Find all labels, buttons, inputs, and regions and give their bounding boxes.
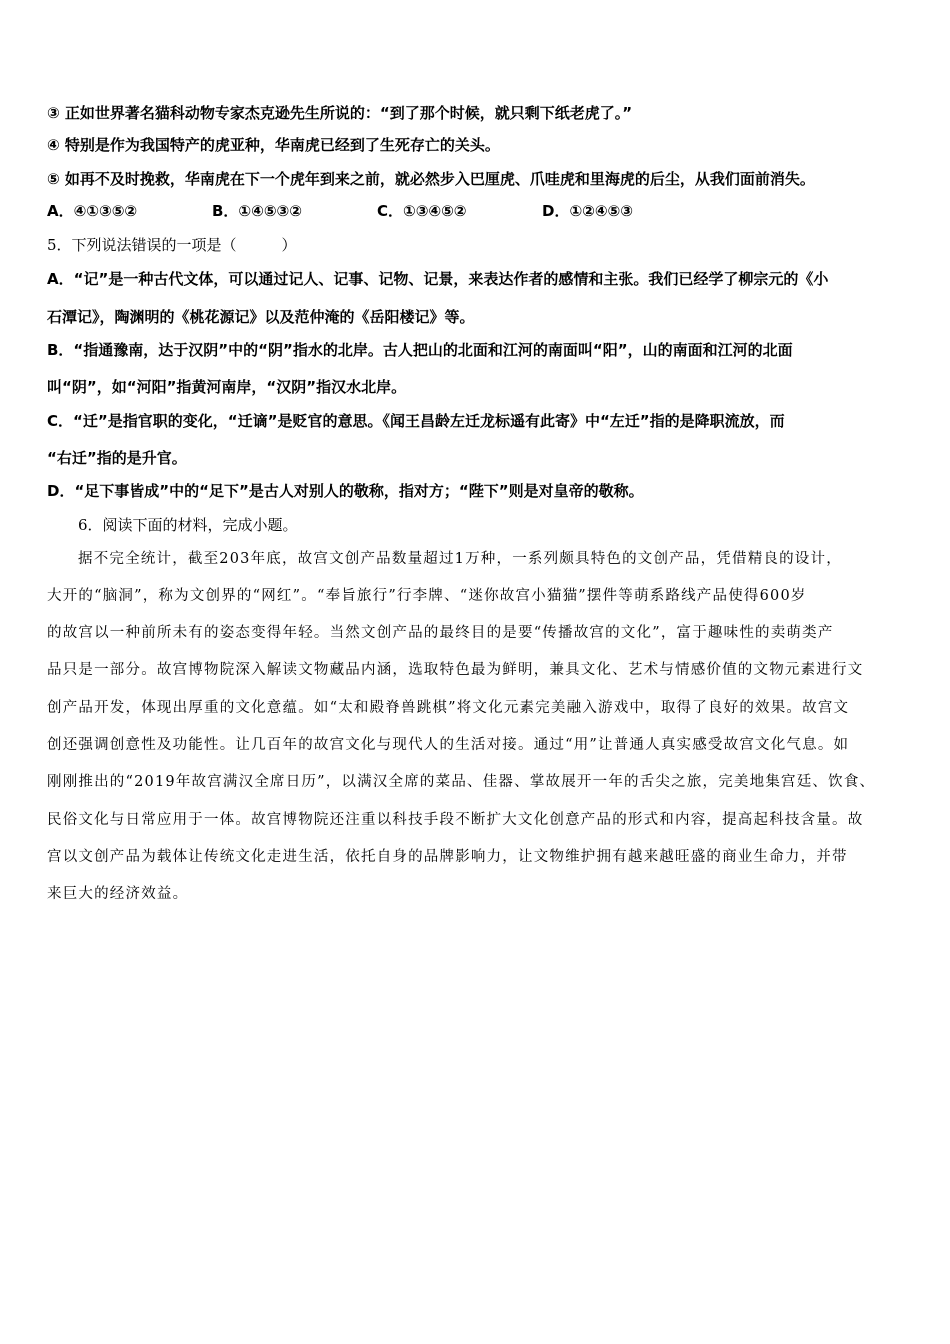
passage-line: 品只是一部分。故宫博物院深入解读文物藏品内涵，选取特色最为鲜明，兼具文化、艺术与情感价值的文物元素进行文 [47, 662, 864, 678]
q5-option-b-line1: B．“指通豫南，达于汉阴”中的“阴”指水的北岸。古人把山的北面和江河的南面叫“阳”，山的南面和江河的北面 [47, 341, 793, 359]
q4-item-5: ⑤ 如再不及时挽救，华南虎在下一个虎年到来之前，就必然步入巴厘虎、爪哇虎和里海虎的后尘，从我们面前消失。 [47, 170, 815, 188]
q5-option-c-line1: C．“迁”是指官职的变化，“迁谪”是贬官的意思。《闻王昌龄左迁龙标遥有此寄》中“左迁”指的是降职流放，而 [47, 412, 785, 430]
q5-option-a-line2: 石潭记》，陶渊明的《桃花源记》以及范仲淹的《岳阳楼记》等。 [47, 308, 475, 326]
q4-option-b: B．①④⑤③② [212, 202, 302, 220]
q5-option-c-line2: “右迁”指的是升官。 [47, 449, 187, 467]
passage-line: 大开的“脑洞”，称为文创界的“网红”。“奉旨旅行”行李牌、“迷你故宫小猫猫”摆件等萌系路线产品使得600岁 [47, 588, 807, 604]
q4-item-3: ③ 正如世界著名猫科动物专家杰克逊先生所说的：“到了那个时候，就只剩下纸老虎了。” [47, 104, 633, 122]
q6-stem: 6．阅读下面的材料，完成小题。 [78, 516, 298, 534]
q5-option-d: D．“足下事皆成”中的“足下”是古人对别人的敬称，指对方；“陛下”则是对皇帝的敬称。 [47, 482, 644, 500]
passage-line: 刚刚推出的“2019年故宫满汉全席日历”，以满汉全席的菜品、佳器、掌故展开一年的舌尖之旅，完美地集宫廷、饮食、 [47, 774, 876, 790]
passage-line: 来巨大的经济效益。 [47, 886, 189, 902]
passage-line: 据不完全统计，截至203年底，故宫文创产品数量超过1万种，一系列颇具特色的文创产品，凭借精良的设计， [78, 551, 842, 567]
passage-line: 的故宫以一种前所未有的姿态变得年轻。当然文创产品的最终目的是要“传播故宫的文化”，富于趣味性的卖萌类产 [47, 625, 834, 641]
passage-line: 宫以文创产品为载体让传统文化走进生活，依托自身的品牌影响力，让文物维护拥有越来越旺盛的商业生命力，并带 [47, 849, 848, 865]
passage-line: 民俗文化与日常应用于一体。故宫博物院还注重以科技手段不断扩大文化创意产品的形式和内容，提高起科技含量。故 [47, 812, 864, 828]
q5-option-b-line2: 叫“阴”，如“河阳”指黄河南岸，“汉阴”指汉水北岸。 [47, 378, 407, 396]
q4-option-c: C．①③④⑤② [377, 202, 467, 220]
passage-line: 创还强调创意性及功能性。让几百年的故宫文化与现代人的生活对接。通过“用”让普通人真实感受故宫文化气息。如 [47, 737, 850, 753]
q4-option-d: D．①②④⑤③ [542, 202, 633, 220]
passage-line: 创产品开发，体现出厚重的文化意蕴。如“太和殿脊兽跳棋”将文化元素完美融入游戏中，取得了良好的效果。故宫文 [47, 700, 850, 716]
q5-option-a-line1: A．“记”是一种古代文体，可以通过记人、记事、记物、记景，来表达作者的感情和主张。我们已经学了柳宗元的《小 [47, 270, 829, 288]
q4-option-a: A．④①③⑤② [47, 202, 138, 220]
q5-stem: 5．下列说法错误的一项是（ ） [47, 236, 297, 254]
q4-options [47, 200, 907, 222]
q4-item-4: ④ 特别是作为我国特产的虎亚种，华南虎已经到了生死存亡的关头。 [47, 136, 500, 154]
